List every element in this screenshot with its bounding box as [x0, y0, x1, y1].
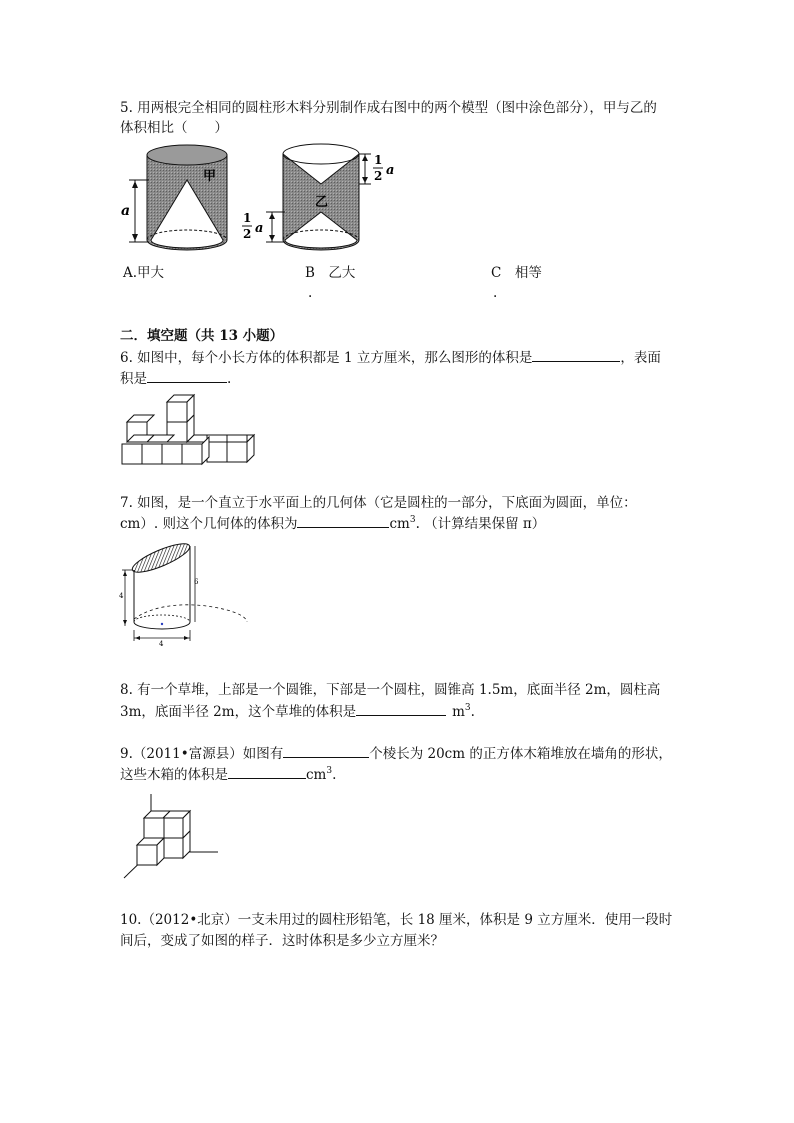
q7-text-a: cm）. 则这个几何体的体积为 — [120, 516, 298, 532]
q7-text-b: . （计算结果保留 π） — [415, 516, 546, 532]
label-a-bottom: a — [255, 221, 264, 236]
label-a-top: a — [386, 163, 395, 178]
q8-unit-exp: 3 — [464, 703, 471, 713]
section-title: 二．填空题（共 13 小题） — [120, 328, 284, 344]
q9-unit-exp: 3 — [326, 766, 333, 776]
q9-text-c: 这些木箱的体积是 — [120, 767, 228, 783]
label-yi: 乙 — [315, 195, 329, 210]
q5-stem-line1: 5. 用两根完全相同的圆柱形木料分别制作成右图中的两个模型（图中涂色部分），甲与乙的 — [120, 100, 657, 116]
label-h-left: 4 — [119, 592, 124, 600]
q7-unit-exp: 3 — [409, 515, 416, 525]
label-jia: 甲 — [203, 169, 217, 184]
frac-top-den: 2 — [374, 169, 383, 183]
q9-text-b: 个棱长为 20cm 的正方体木箱堆放在墙角的形状， — [369, 746, 672, 762]
q5-option-c: C 相等 — [491, 265, 542, 281]
q8-unit: m — [452, 704, 465, 720]
q9-corner-boxes-figure — [120, 792, 220, 882]
q6-text-b: ，表面 — [620, 350, 661, 366]
q6-block-figure — [120, 393, 256, 467]
q7-blank-volume[interactable] — [297, 513, 389, 528]
q5-option-b: B 乙大 — [305, 265, 356, 281]
q6-text-c: 积是 — [120, 371, 147, 387]
frac-left-den: 2 — [243, 227, 252, 241]
q6-blank-volume[interactable] — [532, 347, 620, 362]
q8-line1: 8. 有一个草堆，上部是一个圆锥，下部是一个圆柱，圆锥高 1.5m，底面半径 2m，圆柱高 — [120, 682, 661, 698]
q5-option-c-dot: . — [493, 285, 498, 301]
q5-option-a: A.甲大 — [123, 265, 165, 281]
q10-line2: 间后，变成了如图的样子．这时体积是多少立方厘米？ — [120, 933, 444, 949]
q7-unit: cm — [389, 516, 410, 532]
label-a-left: a — [121, 203, 131, 219]
q9-text-d: . — [332, 767, 337, 783]
q6-blank-area[interactable] — [147, 368, 227, 383]
q10-line1: 10.（2012•北京）一支未用过的圆柱形铅笔，长 18 厘米，体积是 9 立方厘米．使用一段时 — [120, 912, 673, 928]
q7-line2 — [120, 513, 545, 534]
q9-blank-count[interactable] — [283, 743, 369, 758]
frac-top-num: 1 — [374, 153, 383, 167]
q5-stem-line2: 体积相比（ ） — [120, 120, 228, 136]
q7-cylinder-figure — [117, 540, 252, 650]
q6-text-a: 6. 如图中，每个小长方体的体积都是 1 立方厘米，那么图形的体积是 — [120, 350, 533, 366]
q7-line1: 7. 如图，是一个直立于水平面上的几何体（它是圆柱的一部分，下底面为圆面，单位： — [120, 495, 637, 511]
q9-line2 — [120, 764, 336, 785]
cylinder-jia — [147, 145, 227, 250]
q6-line2 — [120, 368, 231, 389]
q5-figure — [115, 140, 415, 265]
frac-left-num: 1 — [243, 211, 252, 225]
q8-text-b: . — [470, 704, 475, 720]
q8-line2 — [120, 701, 475, 722]
q9-unit: cm — [306, 767, 327, 783]
q8-blank-volume[interactable] — [356, 701, 446, 716]
q6-text-d: . — [227, 371, 232, 387]
label-h-right: 6 — [194, 578, 199, 586]
label-diameter: 4 — [159, 640, 164, 648]
q5-option-b-dot: . — [308, 285, 313, 301]
q9-line1 — [120, 743, 672, 764]
q9-text-a: 9.（2011•富源县）如图有 — [120, 746, 284, 762]
q9-blank-volume[interactable] — [228, 764, 306, 779]
q6-line1 — [120, 347, 661, 368]
q8-text-a: 3m，底面半径 2m，这个草堆的体积是 — [120, 704, 357, 720]
